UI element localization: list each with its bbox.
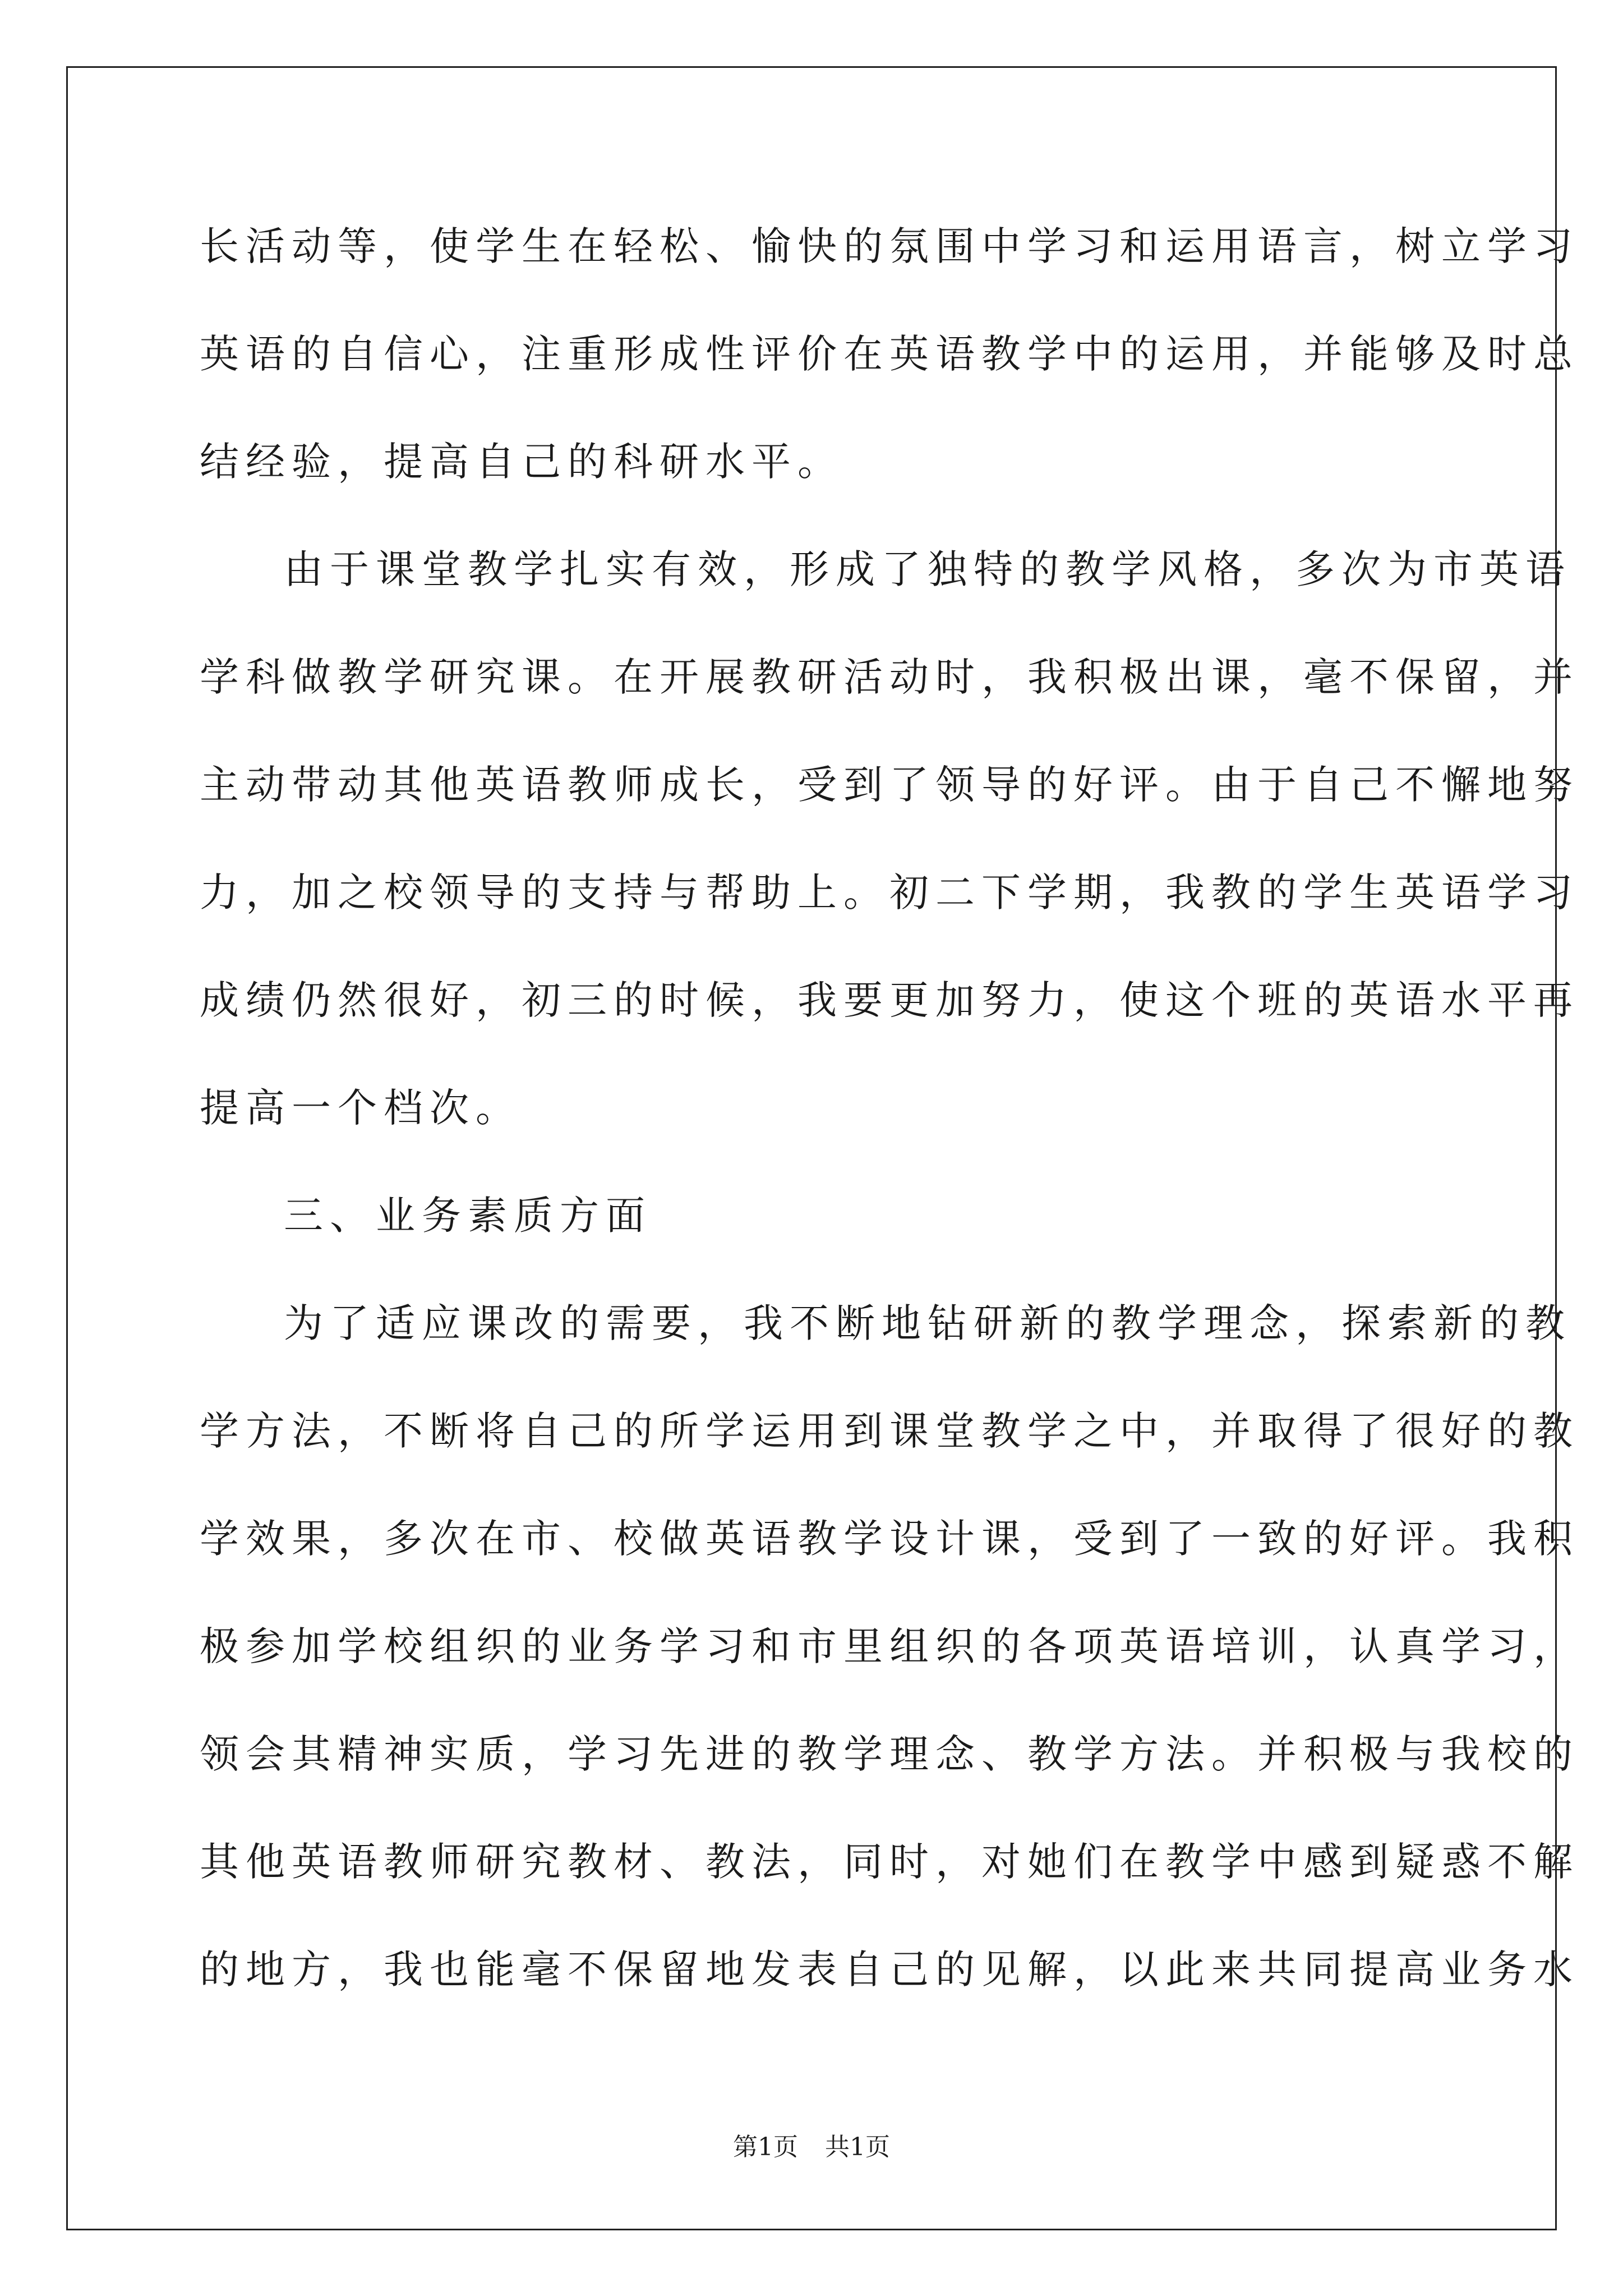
text-line: 学方法，不断将自己的所学运用到课堂教学之中，并取得了很好的教 bbox=[200, 1408, 1579, 1454]
text-line: 学科做教学研究课。在开展教研活动时，我积极出课，毫不保留，并 bbox=[200, 654, 1579, 700]
text-line: 领会其精神实质，学习先进的教学理念、教学方法。并积极与我校的 bbox=[200, 1731, 1579, 1777]
section-heading: 三、业务素质方面 bbox=[284, 1193, 652, 1239]
page-number-total: 共1页 bbox=[825, 2133, 890, 2161]
paragraph-first-line: 由于课堂教学扎实有效，形成了独特的教学风格，多次为市英语 bbox=[284, 546, 1571, 592]
text-line: 的地方，我也能毫不保留地发表自己的见解，以此来共同提高业务水 bbox=[200, 1947, 1579, 1993]
page-footer bbox=[0, 2131, 1623, 2164]
text-line: 主动带动其他英语教师成长，受到了领导的好评。由于自己不懈地努 bbox=[200, 762, 1579, 808]
document-body bbox=[200, 210, 1579, 2041]
text-line: 提高一个档次。 bbox=[200, 1085, 522, 1131]
text-line: 结经验，提高自己的科研水平。 bbox=[200, 439, 843, 485]
text-line: 力，加之校领导的支持与帮助上。初二下学期，我教的学生英语学习 bbox=[200, 869, 1579, 915]
text-line: 长活动等，使学生在轻松、愉快的氛围中学习和运用语言，树立学习 bbox=[200, 223, 1579, 269]
text-line: 极参加学校组织的业务学习和市里组织的各项英语培训，认真学习， bbox=[200, 1623, 1579, 1669]
text-line: 英语的自信心，注重形成性评价在英语教学中的运用，并能够及时总 bbox=[200, 331, 1579, 377]
text-line: 学效果，多次在市、校做英语教学设计课，受到了一致的好评。我积 bbox=[200, 1516, 1579, 1562]
page-number-current: 第1页 bbox=[733, 2133, 798, 2161]
paragraph-first-line: 为了适应课改的需要，我不断地钻研新的教学理念，探索新的教 bbox=[284, 1300, 1571, 1346]
text-line: 成绩仍然很好，初三的时候，我要更加努力，使这个班的英语水平再 bbox=[200, 977, 1579, 1023]
text-line: 其他英语教师研究教材、教法，同时，对她们在教学中感到疑惑不解 bbox=[200, 1839, 1579, 1885]
